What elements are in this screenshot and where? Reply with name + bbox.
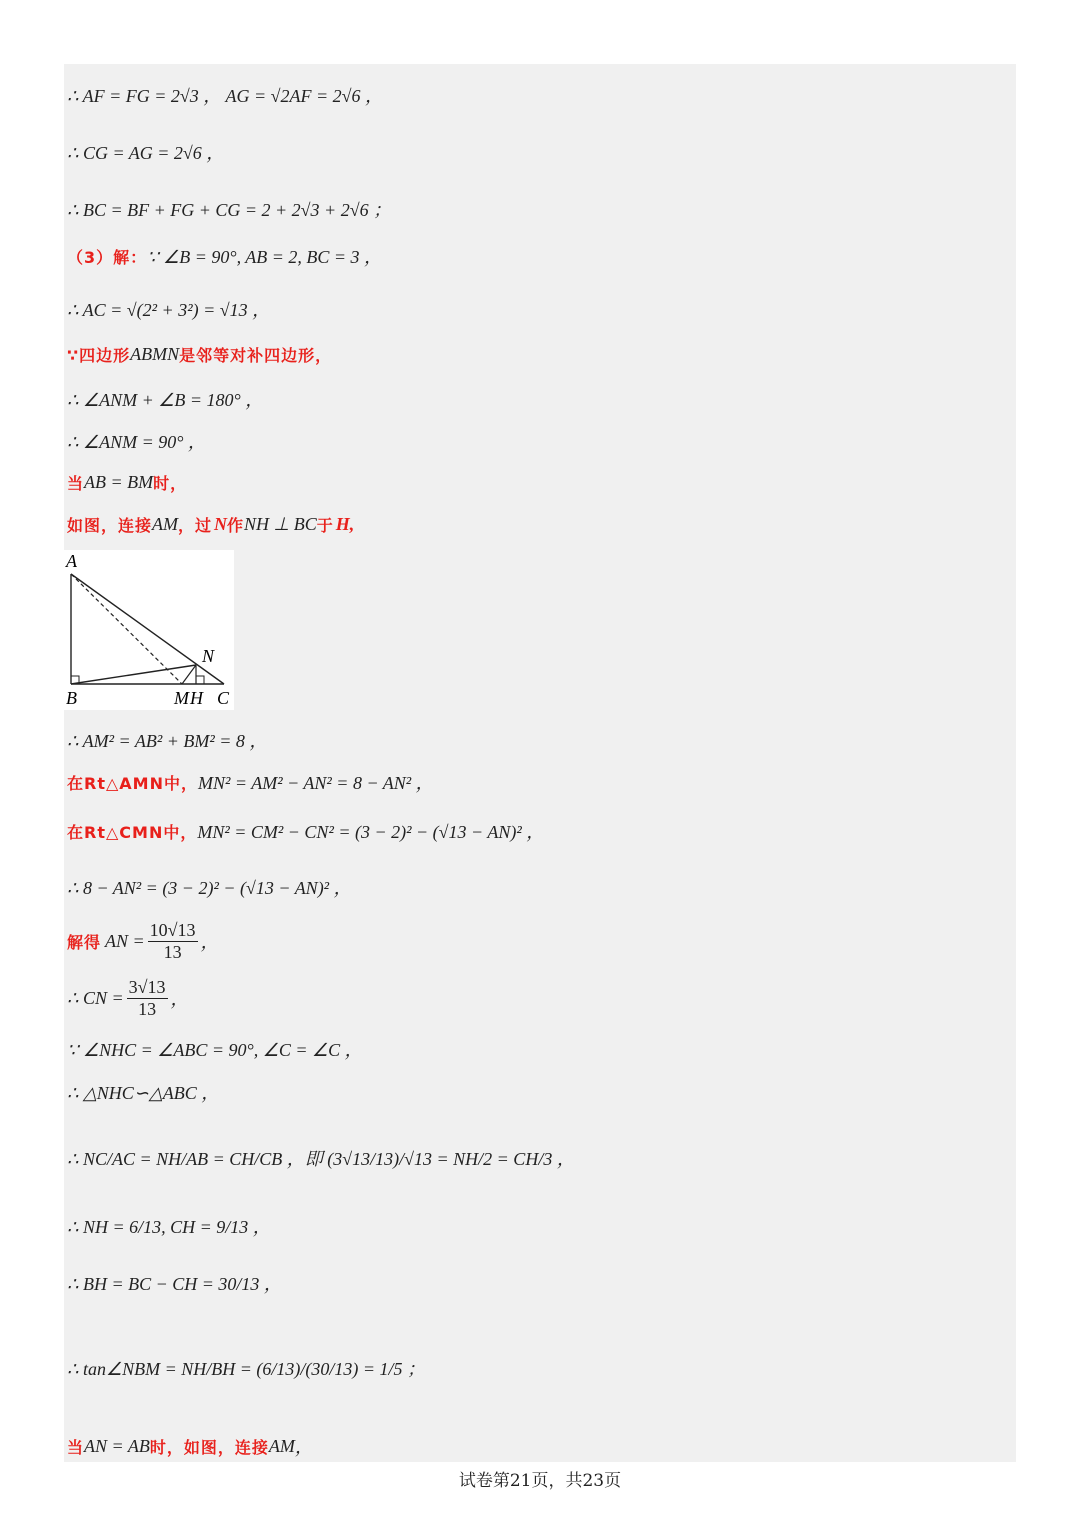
line-1: ∴ AF = FG = 2√3 ， AG = √2AF = 2√6 ， <box>67 86 383 106</box>
line-6 <box>67 343 332 366</box>
line-23-c: 时，如图，连接 <box>149 1437 269 1457</box>
step-3-label: （3）解： <box>67 247 148 267</box>
line-23 <box>67 1433 313 1459</box>
line-23-b: AN = AB <box>84 1435 150 1456</box>
line-9-prefix: 当 <box>67 474 85 493</box>
line-13-prefix: 在Rt△CMN中， <box>67 822 198 842</box>
page-footer: 试卷第21页，共23页 <box>458 1471 622 1491</box>
line-23-e: ， <box>294 1437 313 1457</box>
line-23-a: 当 <box>67 1437 85 1457</box>
cn-denominator: 13 <box>138 998 157 1019</box>
line-15-lhs: AN = <box>105 930 145 951</box>
an-numerator: 10√13 <box>149 920 196 940</box>
line-4-math: ∵ ∠B = 90°, AB = 2, BC = 3 ， <box>147 247 383 267</box>
line-10-h: H, <box>335 514 355 534</box>
triangle-figure <box>64 550 234 710</box>
content-panel <box>64 64 1016 1462</box>
line-10-c: ，过 <box>178 516 213 535</box>
line-9-math: AB = BM <box>84 472 154 492</box>
label-n: N <box>202 646 215 666</box>
line-13 <box>67 818 544 844</box>
line-11: ∴ AM² = AB² + BM² = 8 ， <box>67 731 268 751</box>
an-fraction <box>148 920 198 962</box>
line-15: 解得 AN = $\frac{10√13}{13}$ ， <box>67 920 219 962</box>
line-4 <box>67 243 382 269</box>
line-12 <box>67 769 434 795</box>
line-16-lhs: ∴ CN = <box>67 987 124 1008</box>
line-8: ∴ ∠ANM = 90° ， <box>67 432 206 452</box>
line-6-prefix: ∵四边形 <box>67 346 131 365</box>
line-7: ∴ ∠ANM + ∠B = 180° ， <box>67 390 264 410</box>
label-h: H <box>190 688 203 708</box>
line-23-d: AM <box>268 1435 295 1456</box>
line-21: ∴ BH = BC − CH = 30/13 ， <box>67 1274 282 1294</box>
line-5: ∴ AC = √(2² + 3²) = √13 ， <box>67 300 271 320</box>
line-10-d: N <box>214 514 228 534</box>
line-14: ∴ 8 − AN² = (3 − 2)² − (√13 − AN)² ， <box>67 878 352 898</box>
line-19: ∴ NC/AC = NH/AB = CH/CB ，即 (3√13/13)/√13 = NH/2 = CH/3 ， <box>67 1149 575 1169</box>
cn-numerator: 3√13 <box>128 977 166 997</box>
line-20: ∴ NH = 6/13, CH = 9/13 ， <box>67 1217 271 1237</box>
line-15-prefix: 解得 <box>67 932 102 952</box>
line-6-math: ABMN <box>130 344 180 364</box>
line-2: ∴ CG = AG = 2√6 ， <box>67 143 225 163</box>
line-9-suffix: 时， <box>153 474 188 493</box>
line-10 <box>67 513 354 536</box>
label-m: M <box>174 688 189 708</box>
line-22: ∴ tan∠NBM = NH/BH = (6/13)/(30/13) = 1/5 ； <box>67 1359 426 1379</box>
line-18: ∴ △NHC∽△ABC ， <box>67 1083 220 1103</box>
line-10-a: 如图，连接 <box>67 516 153 535</box>
line-12-math: MN² = AM² − AN² = 8 − AN² ， <box>197 773 434 793</box>
label-b: B <box>66 688 77 708</box>
line-10-g: 于 <box>316 516 334 535</box>
line-3: ∴ BC = BF + FG + CG = 2 + 2√3 + 2√6 ； <box>67 200 392 220</box>
label-a: A <box>66 551 77 571</box>
line-12-prefix: 在Rt△AMN中， <box>67 773 198 793</box>
line-13-math: MN² = CM² − CN² = (3 − 2)² − (√13 − AN)² ， <box>197 822 545 842</box>
cn-fraction <box>127 977 168 1019</box>
line-17: ∵ ∠NHC = ∠ABC = 90°, ∠C = ∠C ， <box>67 1040 363 1060</box>
line-9 <box>67 471 187 494</box>
line-10-f: NH ⊥ BC <box>244 514 317 534</box>
an-denominator: 13 <box>163 941 182 962</box>
line-16: ∴ CN = $\frac{3√13}{13}$ ， <box>67 977 189 1019</box>
line-6-suffix: 是邻等对补四边形， <box>179 346 333 365</box>
label-c: C <box>217 688 230 708</box>
line-10-b: AM <box>152 514 179 534</box>
line-10-e: 作 <box>227 516 245 535</box>
